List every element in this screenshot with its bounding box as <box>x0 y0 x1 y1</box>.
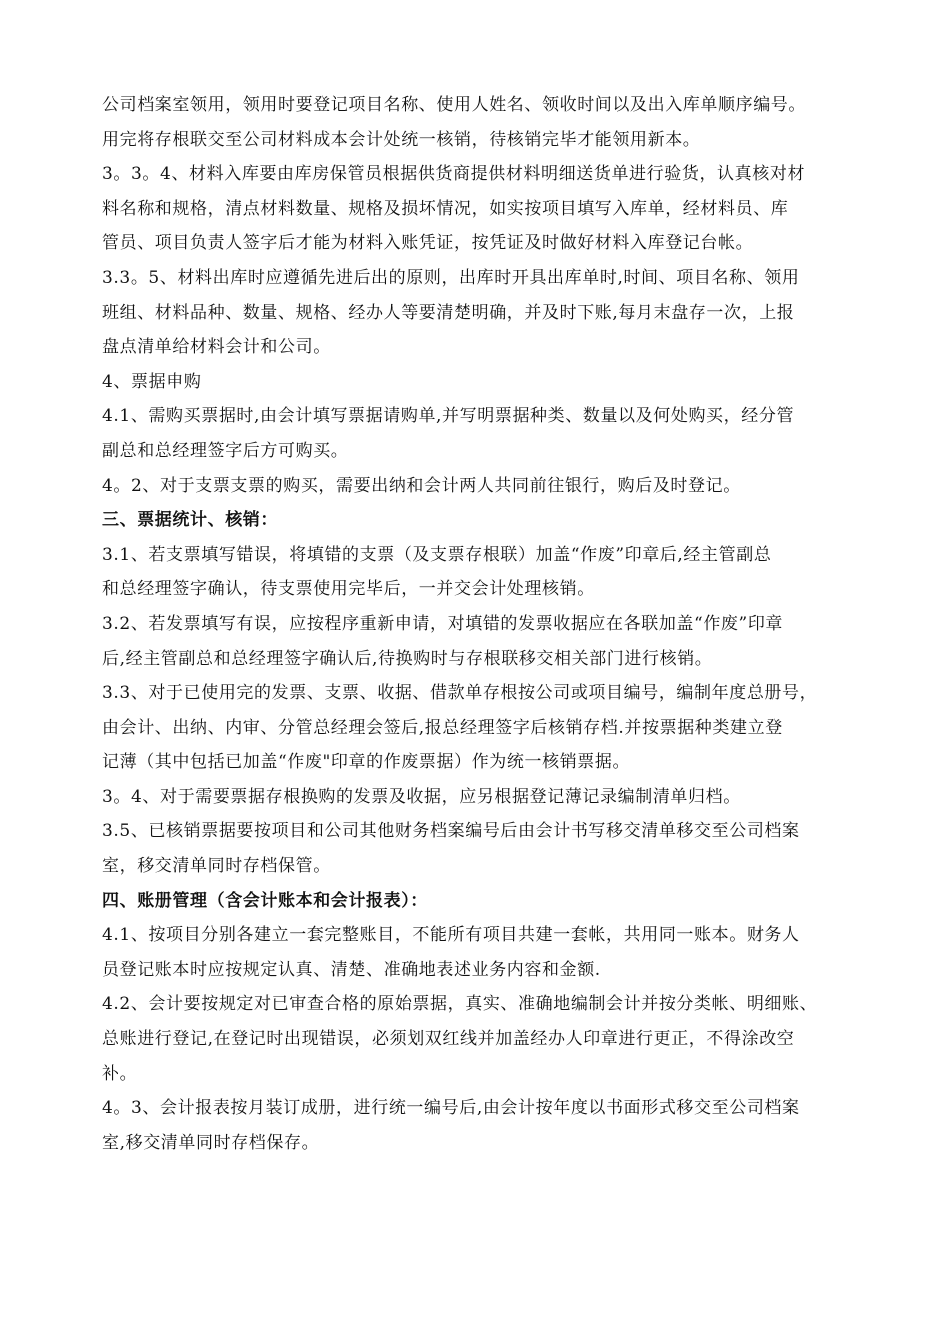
text-line: 补。 <box>102 1063 138 1084</box>
text-line: 4.1、按项目分别各建立一套完整账目，不能所有项目共建一套帐，共用同一账本。财务人 <box>102 925 800 946</box>
text-line: 公司档案室领用，领用时要登记项目名称、使用人姓名、领收时间以及出入库单顺序编号。 <box>102 95 806 115</box>
text-line: 室,移交清单同时存档保存。 <box>102 1132 320 1153</box>
text-line: 记薄（其中包括已加盖“作废"印章的作废票据）作为统一核销票据。 <box>102 752 631 773</box>
text-line: 4.2、会计要按规定对已审查合格的原始票据，真实、准确地编制会计并按分类帐、明细账、 <box>102 994 818 1015</box>
text-line: 3。4、对于需要票据存根换购的发票及收据，应另根据登记薄记录编制清单归档。 <box>102 786 741 807</box>
document-page <box>102 95 892 1167</box>
text-line: 3。3。4、材料入库要由库房保管员根据供货商提供材料明细送货单进行验货，认真核对材 <box>102 164 806 185</box>
text-line: 班组、材料品种、数量、规格、经办人等要清楚明确，并及时下账,每月末盘存一次，上报 <box>102 302 795 323</box>
text-line: 4.1、需购买票据时,由会计填写票据请购单,并写明票据种类、数量以及何处购买，经分管 <box>102 406 795 427</box>
text-line: 员登记账本时应按规定认真、清楚、准确地表述业务内容和金额. <box>102 959 601 980</box>
text-line: 3.5、已核销票据要按项目和公司其他财务档案编号后由会计书写移交清单移交至公司档案 <box>102 821 800 842</box>
text-line: 副总和总经理签字后方可购买。 <box>102 440 349 461</box>
text-line: 3.2、若发票填写有误，应按程序重新申请，对填错的发票收据应在各联加盖“作废”印章 <box>102 613 784 634</box>
text-line: 盘点清单给材料会计和公司。 <box>102 337 331 358</box>
text-line: 用完将存根联交至公司材料成本会计处统一核销，待核销完毕才能领用新本。 <box>102 129 701 150</box>
text-line: 4。3、会计报表按月装订成册，进行统一编号后,由会计按年度以书面形式移交至公司档案 <box>102 1098 800 1119</box>
text-line: 4、票据申购 <box>102 371 202 392</box>
text-line: 由会计、出纳、内审、分管总经理会签后,报总经理签字后核销存档.并按票据种类建立登 <box>102 717 783 738</box>
text-line: 和总经理签字确认，待支票使用完毕后，一并交会计处理核销。 <box>102 579 595 600</box>
text-line: 室，移交清单同时存档保管。 <box>102 856 331 877</box>
section-heading: 四、账册管理（含会计账本和会计报表）： <box>102 890 428 911</box>
text-line: 3.3、对于已使用完的发票、支票、收据、借款单存根按公司或项目编号，编制年度总册号， <box>102 683 818 704</box>
text-line: 4。2、对于支票支票的购买，需要出纳和会计两人共同前往银行，购后及时登记。 <box>102 475 741 496</box>
text-line: 管员、项目负责人签字后才能为材料入账凭证，按凭证及时做好材料入库登记台帐。 <box>102 233 754 254</box>
text-line: 3.1、若支票填写错误，将填错的支票（及支票存根联）加盖“作废”印章后,经主管副总 <box>102 544 772 565</box>
text-line: 总账进行登记,在登记时出现错误，必须划双红线并加盖经办人印章进行更正，不得涂改空 <box>102 1029 795 1050</box>
section-heading: 三、票据统计、核销： <box>102 510 278 531</box>
text-line: 后,经主管副总和总经理签字确认后,待换购时与存根联移交相关部门进行核销。 <box>102 648 713 669</box>
text-line: 料名称和规格，清点材料数量、规格及损坏情况，如实按项目填写入库单，经材料员、库 <box>102 198 789 219</box>
text-line: 3.3。5、材料出库时应遵循先进后出的原则，出库时开具出库单时,时间、项目名称、领用 <box>102 267 800 288</box>
